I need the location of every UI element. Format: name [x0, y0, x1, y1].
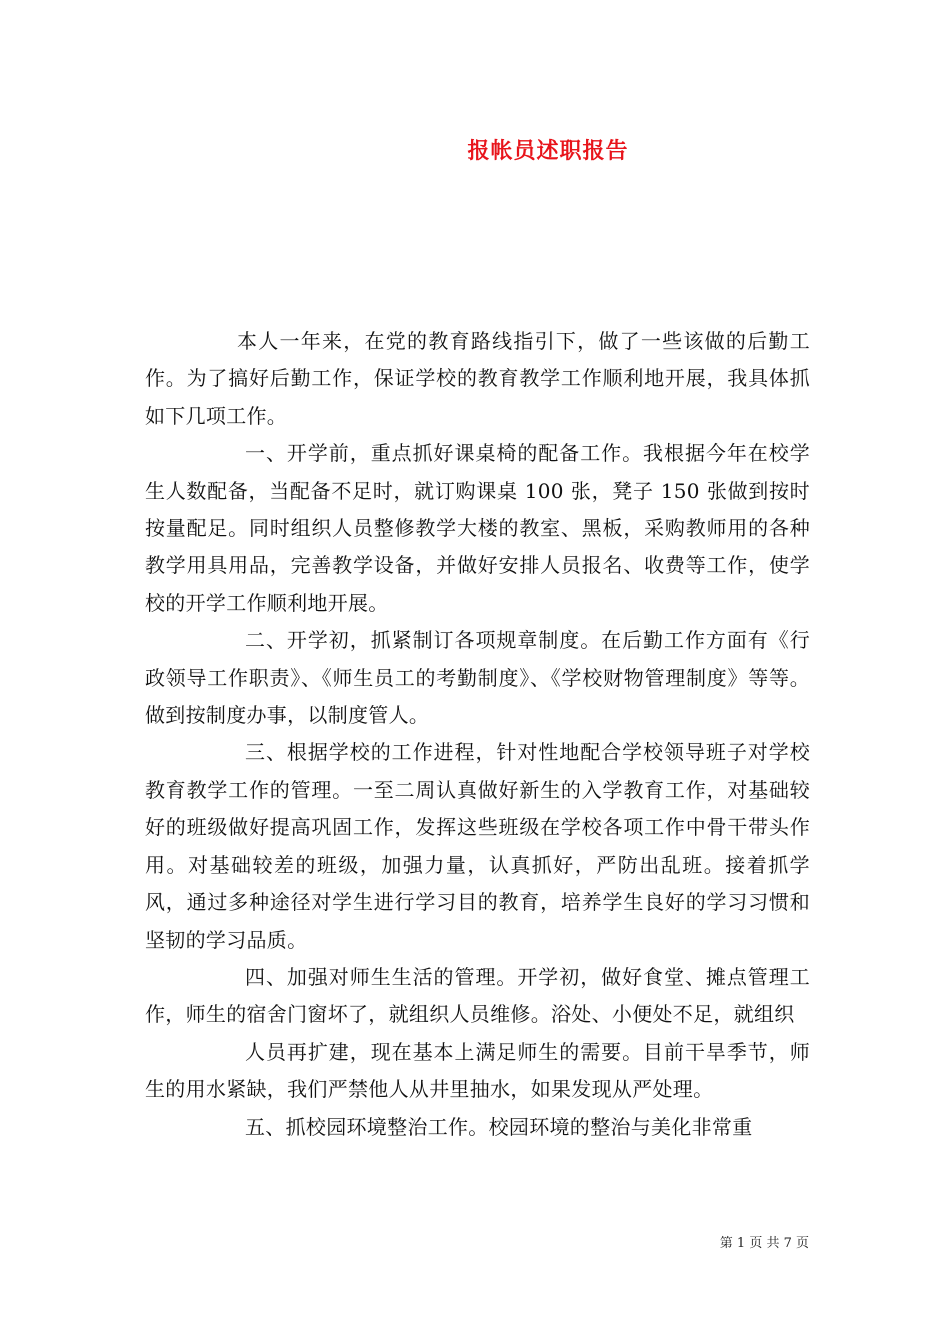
paragraph-section-3: 三、根据学校的工作进程，针对性地配合学校领导班子对学校教育教学工作的管理。一至二周认真做好新生的入学教育工作，对基础较好的班级做好提高巩固工作，发挥这些班级在学校各项工作中骨干带头作用。对基础较差的班级，加强力量，认真抓好，严防出乱班。接着抓学风，通过多种途径对学生进行学习目的教育，培养学生良好的学习习惯和坚韧的学习品质。 [145, 740, 810, 952]
paragraph-section-4-continued: 人员再扩建，现在基本上满足师生的需要。目前干旱季节，师生的用水紧缺，我们严禁他人从井里抽水，如果发现从严处理。 [145, 1039, 810, 1102]
document-body [145, 323, 810, 1146]
paragraph-section-1: 一、开学前，重点抓好课桌椅的配备工作。我根据今年在校学生人数配备，当配备不足时，就订购课桌 100 张，凳子 150 张做到按时按量配足。同时组织人员整修教学大楼的教室、黑板，采购教师用的各种教学用具用品，完善教学设备，并做好安排人员报名、收费等工作，使学校的开学工作顺利地开展。 [145, 441, 810, 615]
page-number-footer: 第 1 页 共 7 页 [719, 1236, 809, 1251]
paragraph-section-5: 五、抓校园环境整治工作。校园环境的整治与美化非常重 [245, 1114, 753, 1139]
document-title: 报帐员述职报告 [467, 138, 629, 164]
paragraph-section-2: 二、开学初，抓紧制订各项规章制度。在后勤工作方面有《行政领导工作职责》、《师生员工的考勤制度》、《学校财物管理制度》等等。做到按制度办事，以制度管人。 [145, 628, 810, 728]
paragraph-intro: 本人一年来，在党的教育路线指引下，做了一些该做的后勤工作。为了搞好后勤工作，保证学校的教育教学工作顺利地开展，我具体抓如下几项工作。 [145, 329, 810, 428]
paragraph-section-4: 四、加强对师生生活的管理。开学初，做好食堂、摊点管理工作，师生的宿舍门窗坏了，就组织人员维修。浴处、小便处不足，就组织 [145, 964, 810, 1027]
